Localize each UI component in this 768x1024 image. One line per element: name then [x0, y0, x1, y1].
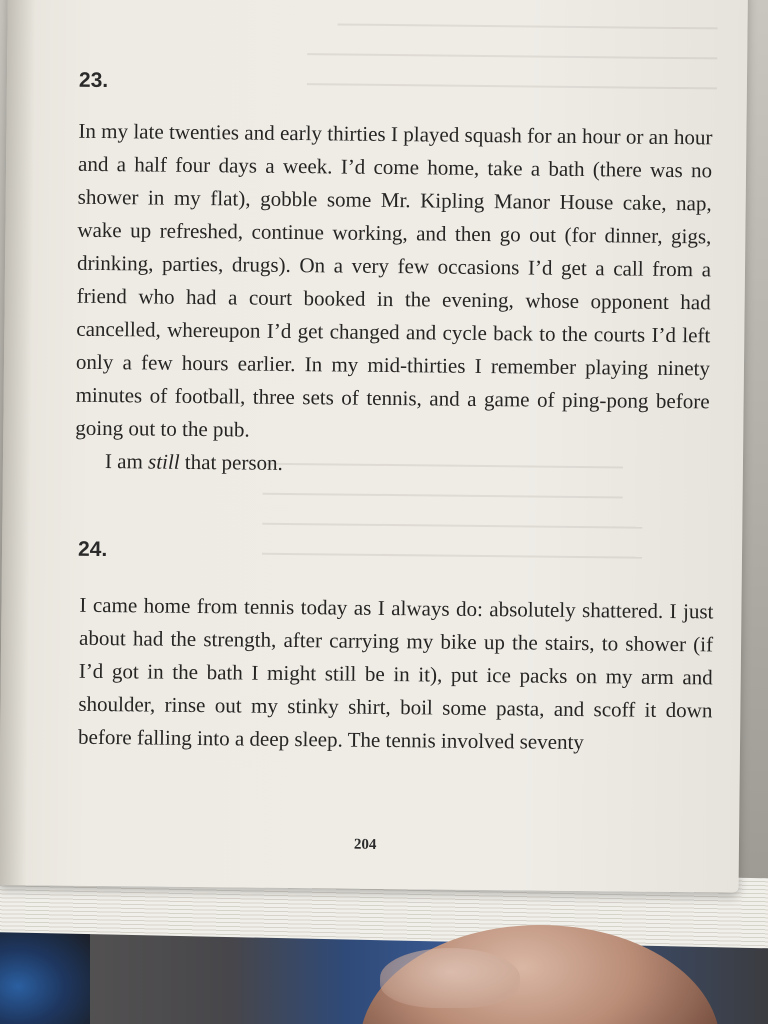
blanket-background	[0, 930, 90, 1024]
thumb-highlight	[380, 948, 520, 1008]
show-through-line	[307, 53, 717, 59]
section-23-closing-line	[75, 445, 709, 485]
section-number-24: 24.	[77, 537, 108, 562]
show-through-line	[263, 493, 623, 499]
closing-emphasis: still	[147, 449, 180, 474]
show-through-line	[262, 553, 642, 559]
show-through-line	[262, 523, 642, 529]
page-gutter-shadow	[0, 0, 36, 885]
section-24-paragraph: I came home from tennis today as I always do: absolutely shattered. I just about had the strength, after carrying my bike up the stairs, to shower (if I’d got in the bath I might still be in it), put ice packs on my arm and shoulder, rinse out my stinky shirt, boil some pasta, and scoff it down before falling into a deep sleep. The tennis involved seventy	[77, 592, 714, 755]
section-24-body	[78, 589, 714, 761]
show-through-line	[307, 83, 717, 89]
section-23-body	[75, 115, 713, 485]
show-through-line	[338, 23, 718, 29]
closing-text-end: that person.	[179, 449, 283, 475]
page-number: 204	[353, 836, 377, 853]
section-23-paragraph: In my late twenties and early thirties I played squash for an hour or an hour and a half four days a week. I’d come home, take a bath (there was no shower in my flat), gobble some Mr. Kipling Manor House cake, nap, wake up refreshed, continue working, and then go out (for dinner, gigs, drinking, parties, drugs). On a very few occasions I’d get a call from a friend who had a court booked in the evening, whose opponent had cancelled, whereupon I’d get changed and cycle back to the courts I’d left only a few hours earlier. In my mid-thirties I remember playing ninety minutes of football, three sets of tennis, and a game of ping-pong before going out to the pub.	[75, 118, 713, 442]
section-number-23: 23.	[78, 68, 109, 93]
closing-text-start: I am	[104, 449, 149, 474]
